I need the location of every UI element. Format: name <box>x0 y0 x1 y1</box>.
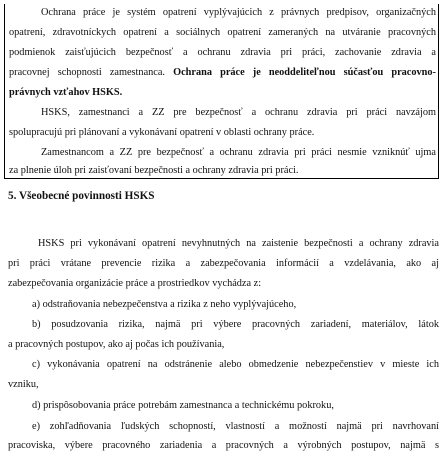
list-item-e-line1: e) zohľadňovania ľudských schopností, vlastností a možností najmä pri navrhovaní <box>32 421 439 432</box>
para1-line3: podmienok zaisťujúcich bezpečnosť a ochranu zdravia pri práci, zachovanie zdravia a <box>9 47 436 58</box>
para2-line1: HSKS, zamestnanci a ZZ pre bezpečnosť a ochranu zdravia pri práci navzájom <box>41 107 436 118</box>
para1-line2: opatrení, zdravotníckych opatrení a sociálnych opatrení zameraných na utváranie pracovných <box>9 27 436 38</box>
list-item-b-line1: b) posudzovania rizika, najmä pri výbere pracovných zariadení, materiálov, látok <box>32 319 439 330</box>
para1-line5 <box>9 84 436 102</box>
para1-line5-bold: právnych vzťahov HSKS. <box>9 87 123 98</box>
list-item-c-line2: vzniku, <box>8 379 39 390</box>
section-heading: 5. Všeobecné povinnosti HSKS <box>8 190 155 202</box>
intro-line2: pri práci vrátane prevencie rizika a zabezpečovania informácií a vzdelávania, ako aj <box>8 258 439 269</box>
para1-line4-normal: pracovnej schopnosti zamestnanca. <box>9 67 165 78</box>
para3-line2: za plnenie úloh pri zaisťovaní bezpečnosti a ochrany zdravia pri práci. <box>9 165 299 176</box>
intro-line1: HSKS pri vykonávaní opatrení nevyhnutných na zaistenie bezpečnosti a ochrany zdravia <box>38 238 439 249</box>
list-item-e-line2: pracoviska, výbere pracovného zariadenia a pracovných a výrobných postupov, najmä s <box>8 440 439 451</box>
info-box <box>4 4 439 179</box>
para1-line1: Ochrana práce je systém opatrení vyplývajúcich z právnych predpisov, organizačných <box>41 7 436 18</box>
list-item-a: a) odstraňovania nebezpečenstva a rizika z neho vyplývajúceho, <box>32 299 297 310</box>
para2-line2: spolupracujú pri plánovaní a vykonávaní opatrení v oblasti ochrany práce. <box>9 127 315 138</box>
para1-line4-bold: Ochrana práce je neoddeliteľnou súčasťou pracovno- <box>173 67 436 78</box>
para3-line1: Zamestnancom a ZZ pre bezpečnosť a ochranu zdravia pri práci nesmie vzniknúť ujma <box>41 147 436 158</box>
list-item-c-line1: c) vykonávania opatrení na odstránenie alebo obmedzenie nebezpečenstiev v mieste ich <box>32 359 439 370</box>
list-item-d: d) prispôsobovania práce potrebám zamestnanca a technickému pokroku, <box>32 400 334 411</box>
intro-line3: zabezpečovania organizácie práce a prostriedkov vychádza z: <box>8 278 262 289</box>
list-item-b-line2: a pracovných postupov, ako aj počas ich používania, <box>8 339 225 350</box>
